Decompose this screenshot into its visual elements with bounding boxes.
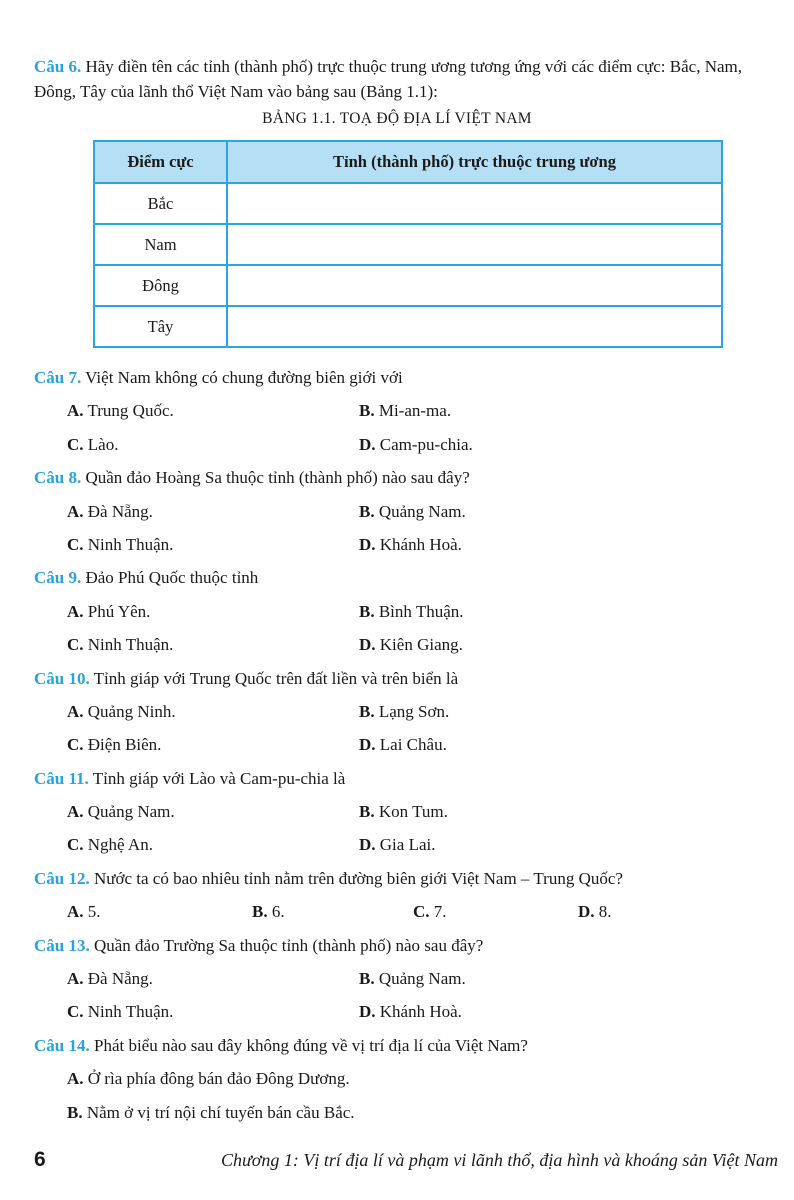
option-text: Ninh Thuận. — [83, 635, 174, 655]
option-text: Khánh Hoà. — [375, 1002, 462, 1022]
options-row — [34, 795, 784, 828]
answer-option[interactable] — [67, 828, 153, 861]
answer-option[interactable] — [359, 528, 462, 561]
answer-option[interactable] — [359, 728, 447, 761]
question-text: Tỉnh giáp với Lào và Cam-pu-chia là — [88, 768, 346, 788]
option-text: Khánh Hoà. — [375, 534, 462, 554]
question-13 — [34, 929, 784, 962]
question-text: Tỉnh giáp với Trung Quốc trên đất liền và trên biển là — [89, 668, 459, 688]
extreme-points-table — [93, 140, 723, 348]
question-label: Câu 6. — [34, 57, 82, 76]
option-text: 8. — [594, 902, 612, 922]
question-text: Quần đảo Hoàng Sa thuộc tỉnh (thành phố) nào sau đây? — [81, 468, 470, 488]
option-letter: A. — [67, 902, 84, 922]
question-label: Câu 12. — [34, 868, 90, 888]
answer-option[interactable] — [359, 795, 448, 828]
option-text: Quảng Nam. — [374, 501, 466, 521]
option-text: Mi-an-ma. — [374, 401, 452, 421]
option-letter: D. — [359, 835, 376, 855]
question-list — [34, 361, 784, 1129]
option-letter: B. — [359, 401, 375, 421]
row-label: Bắc — [94, 183, 227, 224]
answer-option[interactable] — [67, 495, 153, 528]
options-row — [34, 962, 784, 995]
answer-option[interactable] — [359, 428, 473, 461]
option-letter: C. — [67, 835, 84, 855]
option-letter: C. — [67, 735, 84, 755]
options-row — [34, 1096, 784, 1129]
question-8 — [34, 461, 784, 494]
option-letter: C. — [413, 902, 430, 922]
answer-option[interactable] — [359, 962, 466, 995]
option-text: Điện Biên. — [83, 735, 162, 755]
answer-option[interactable] — [359, 995, 462, 1028]
option-text: Bình Thuận. — [374, 601, 464, 621]
option-text: Trung Quốc. — [83, 401, 174, 421]
options-row — [34, 528, 784, 561]
question-label: Câu 8. — [34, 468, 82, 488]
question-label: Câu 11. — [34, 768, 89, 788]
option-letter: C. — [67, 1002, 84, 1022]
answer-option[interactable] — [359, 695, 449, 728]
answer-option[interactable] — [359, 394, 451, 427]
table-header-row — [94, 141, 722, 183]
option-letter: A. — [67, 1069, 84, 1089]
option-letter: A. — [67, 401, 84, 421]
option-letter: D. — [359, 735, 376, 755]
option-text: Kon Tum. — [374, 802, 448, 822]
options-row — [34, 628, 784, 661]
options-row — [34, 1062, 784, 1095]
option-text: Phú Yên. — [83, 601, 151, 621]
row-label: Tây — [94, 306, 227, 347]
option-letter: A. — [67, 701, 84, 721]
option-text: 5. — [83, 902, 101, 922]
answer-option[interactable] — [359, 828, 435, 861]
options-row — [34, 428, 784, 461]
answer-cell[interactable] — [227, 224, 722, 265]
option-text: Ninh Thuận. — [83, 1002, 174, 1022]
answer-cell[interactable] — [227, 265, 722, 306]
options-row — [34, 728, 784, 761]
option-text: Ninh Thuận. — [83, 534, 174, 554]
option-letter: C. — [67, 534, 84, 554]
chapter-title: Chương 1: Vị trí địa lí và phạm vi lãnh thổ, địa hình và khoáng sản Việt Nam — [220, 1150, 778, 1170]
option-letter: A. — [67, 601, 84, 621]
answer-option[interactable] — [67, 962, 153, 995]
row-label: Nam — [94, 224, 227, 265]
answer-option[interactable] — [67, 428, 118, 461]
answer-option[interactable] — [67, 728, 161, 761]
option-letter: D. — [578, 902, 595, 922]
option-letter: A. — [67, 501, 84, 521]
answer-option[interactable] — [359, 595, 464, 628]
question-text: Nước ta có bao nhiêu tỉnh nằm trên đường biên giới Việt Nam – Trung Quốc? — [89, 868, 623, 888]
answer-option[interactable] — [67, 895, 101, 928]
answer-option[interactable] — [359, 628, 463, 661]
options-row — [34, 995, 784, 1028]
option-letter: C. — [67, 434, 84, 454]
table-row — [94, 265, 722, 306]
header-tinh: Tỉnh (thành phố) trực thuộc trung ương — [227, 141, 722, 183]
answer-option[interactable] — [67, 528, 173, 561]
option-text: 6. — [267, 902, 285, 922]
option-letter: D. — [359, 635, 376, 655]
option-text: Quảng Nam. — [374, 969, 466, 989]
option-text: Quảng Ninh. — [83, 701, 176, 721]
option-text: Đà Nẵng. — [83, 501, 153, 521]
question-text: Đảo Phú Quốc thuộc tỉnh — [81, 568, 259, 588]
answer-option[interactable] — [67, 795, 175, 828]
option-text: Lào. — [83, 434, 119, 454]
option-letter: D. — [359, 534, 376, 554]
option-letter: B. — [359, 802, 375, 822]
option-letter: B. — [359, 601, 375, 621]
option-letter: A. — [67, 969, 84, 989]
options-row — [34, 695, 784, 728]
option-letter: B. — [359, 701, 375, 721]
page-number: 6 — [34, 1148, 46, 1171]
answer-option[interactable] — [67, 695, 176, 728]
answer-option[interactable] — [67, 1096, 355, 1129]
option-text: Gia Lai. — [375, 835, 436, 855]
answer-option[interactable] — [578, 895, 612, 928]
answer-cell[interactable] — [227, 306, 722, 347]
question-label: Câu 7. — [34, 368, 82, 387]
question-text: Việt Nam không có chung đường biên giới với — [81, 368, 403, 387]
answer-option[interactable] — [67, 995, 173, 1028]
answer-option[interactable] — [413, 895, 447, 928]
options-row — [34, 495, 784, 528]
option-text: Nghệ An. — [83, 835, 153, 855]
question-14 — [34, 1029, 784, 1062]
answer-option[interactable] — [67, 394, 174, 427]
table-row — [94, 224, 722, 265]
option-letter: D. — [359, 434, 376, 454]
option-text: Lai Châu. — [375, 735, 447, 755]
option-letter: B. — [252, 902, 268, 922]
option-text: Nằm ở vị trí nội chí tuyến bán cầu Bắc. — [82, 1102, 355, 1122]
question-text: Phát biểu nào sau đây không đúng về vị trí địa lí của Việt Nam? — [89, 1035, 528, 1055]
question-text: Hãy điền tên các tỉnh (thành phố) trực thuộc trung ương tương ứng với các điểm cực: Bắc, Nam, Đông, Tây của lãnh thổ Việt Nam vào bảng sau (Bảng 1.1): — [34, 57, 743, 101]
option-letter: A. — [67, 802, 84, 822]
option-text: Ở rìa phía đông bán đảo Đông Dương. — [83, 1069, 350, 1089]
answer-option[interactable] — [359, 495, 466, 528]
option-text: Cam-pu-chia. — [375, 434, 473, 454]
table-row — [94, 306, 722, 347]
option-text: 7. — [429, 902, 447, 922]
options-row — [34, 895, 784, 928]
option-letter: D. — [359, 1002, 376, 1022]
header-diem-cuc: Điểm cực — [94, 141, 227, 183]
option-text: Lạng Sơn. — [374, 701, 450, 721]
question-9 — [34, 561, 784, 594]
question-text: Quần đảo Trường Sa thuộc tỉnh (thành phố) nào sau đây? — [89, 935, 484, 955]
options-row — [34, 828, 784, 861]
option-text: Đà Nẵng. — [83, 969, 153, 989]
options-row — [34, 595, 784, 628]
answer-option[interactable] — [67, 1062, 350, 1095]
question-label: Câu 13. — [34, 935, 90, 955]
answer-option[interactable] — [252, 895, 285, 928]
question-label: Câu 14. — [34, 1035, 90, 1055]
answer-cell[interactable] — [227, 183, 722, 224]
option-letter: C. — [67, 635, 84, 655]
option-letter: B. — [67, 1102, 83, 1122]
question-label: Câu 9. — [34, 568, 82, 588]
options-row — [34, 394, 784, 427]
question-10 — [34, 662, 784, 695]
answer-option[interactable] — [67, 595, 150, 628]
option-letter: B. — [359, 969, 375, 989]
question-11 — [34, 762, 784, 795]
option-text: Kiên Giang. — [375, 635, 463, 655]
question-7 — [34, 361, 784, 394]
question-12 — [34, 862, 784, 895]
answer-option[interactable] — [67, 628, 173, 661]
table-row — [94, 183, 722, 224]
question-label: Câu 10. — [34, 668, 90, 688]
table-caption: BẢNG 1.1. TOẠ ĐỘ ĐỊA LÍ VIỆT NAM — [262, 110, 532, 127]
option-text: Quảng Nam. — [83, 802, 175, 822]
option-letter: B. — [359, 501, 375, 521]
row-label: Đông — [94, 265, 227, 306]
question-6 — [34, 54, 784, 104]
